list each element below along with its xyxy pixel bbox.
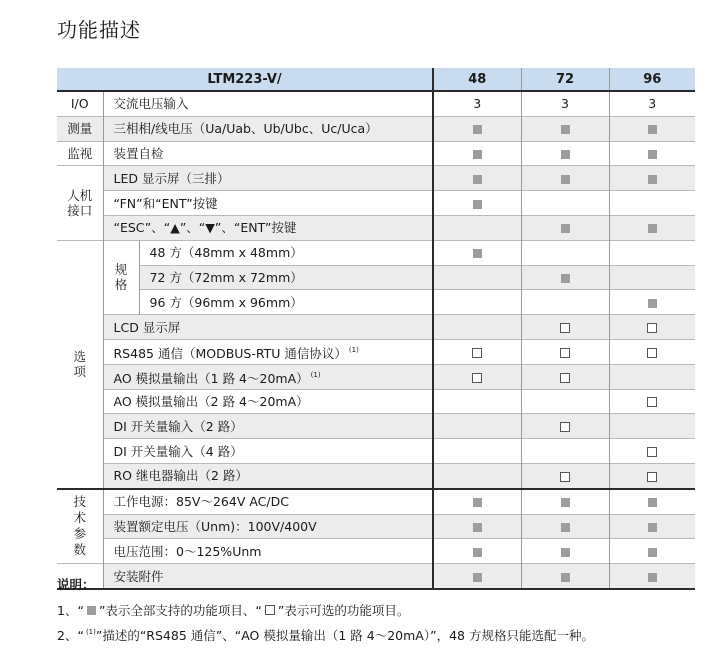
row-label: LED 显示屏（三排） <box>103 166 433 191</box>
cell-72 <box>521 166 609 191</box>
cell-72 <box>521 539 609 564</box>
cell-48 <box>433 439 521 464</box>
cell-96 <box>609 539 695 564</box>
cell-96 <box>609 191 695 216</box>
filled-square-icon <box>473 150 482 159</box>
function-table <box>57 68 695 590</box>
open-square-icon <box>472 373 482 383</box>
note-line-1: 1、“ ”表示全部支持的功能项目、“ ”表示可选的功能项目。 <box>57 603 410 618</box>
cell-72 <box>521 265 609 290</box>
cell-72 <box>521 116 609 141</box>
filled-square-icon <box>648 125 657 134</box>
row-label: “FN”和“ENT”按键 <box>103 191 433 216</box>
cell-96 <box>609 265 695 290</box>
cell-72 <box>521 315 609 340</box>
table-row <box>57 116 695 141</box>
notes-section <box>57 575 594 651</box>
filled-square-icon <box>87 606 96 615</box>
cell-48 <box>433 166 521 191</box>
group-tech: 技 术 参 数 <box>57 489 103 564</box>
open-square-icon <box>647 447 657 457</box>
cell-96 <box>609 364 695 389</box>
table-row <box>57 364 695 389</box>
cell-72 <box>521 339 609 364</box>
cell-48 <box>433 141 521 166</box>
cell-48 <box>433 489 521 514</box>
filled-square-icon <box>473 175 482 184</box>
model-header: LTM223-V/ <box>57 68 433 91</box>
cell-48 <box>433 290 521 315</box>
filled-square-icon <box>648 573 657 582</box>
group-hmi: 人机 接口 <box>57 166 103 240</box>
cell-48 <box>433 339 521 364</box>
cell-96: 3 <box>609 91 695 116</box>
cell-72 <box>521 489 609 514</box>
filled-square-icon <box>561 548 570 557</box>
open-square-icon <box>560 422 570 432</box>
filled-square-icon <box>648 150 657 159</box>
cell-72 <box>521 290 609 315</box>
cell-96 <box>609 240 695 265</box>
table-row <box>57 315 695 340</box>
cell-96 <box>609 215 695 240</box>
cell-72 <box>521 141 609 166</box>
open-square-icon <box>647 323 657 333</box>
cell-48 <box>433 539 521 564</box>
cell-72 <box>521 439 609 464</box>
filled-square-icon <box>473 200 482 209</box>
cell-72 <box>521 191 609 216</box>
cell-48 <box>433 215 521 240</box>
cell-72 <box>521 514 609 539</box>
open-square-icon <box>560 373 570 383</box>
col-48-header: 48 <box>433 68 521 91</box>
cell-48 <box>433 315 521 340</box>
cell-48 <box>433 265 521 290</box>
group-measure: 测量 <box>57 116 103 141</box>
row-label: RS485 通信（MODBUS-RTU 通信协议） $^{(1)}$ <box>103 339 433 364</box>
note-line-2: 2、“ $^{(1)}$”描述的“RS485 通信”、“AO 模拟量输出（1 路 4～20mA）”，48 方规格只能选配一种。 <box>57 628 594 643</box>
row-label: 96 方（96mm x 96mm） <box>139 290 433 315</box>
table-row <box>57 414 695 439</box>
table-row <box>57 539 695 564</box>
table-row <box>57 463 695 488</box>
cell-48 <box>433 514 521 539</box>
group-spec: 规 格 <box>103 240 139 314</box>
footnote-marker: (1) <box>310 370 321 379</box>
open-square-icon <box>560 348 570 358</box>
table-row <box>57 439 695 464</box>
notes-heading: 说明： <box>57 577 95 592</box>
table-row <box>57 191 695 216</box>
filled-square-icon <box>473 125 482 134</box>
filled-square-icon <box>561 274 570 283</box>
open-square-icon <box>472 348 482 358</box>
filled-square-icon <box>561 175 570 184</box>
col-96-header: 96 <box>609 68 695 91</box>
row-label: 48 方（48mm x 48mm） <box>139 240 433 265</box>
cell-96 <box>609 315 695 340</box>
row-label: 安装附件 <box>103 564 433 589</box>
cell-48 <box>433 364 521 389</box>
cell-72 <box>521 389 609 414</box>
cell-48 <box>433 463 521 488</box>
table-row <box>57 339 695 364</box>
table-row <box>57 240 695 265</box>
filled-square-icon <box>561 523 570 532</box>
group-monitor: 监视 <box>57 141 103 166</box>
table-row <box>57 489 695 514</box>
cell-72 <box>521 215 609 240</box>
row-label: 工作电源：85V～264V AC/DC <box>103 489 433 514</box>
filled-square-icon <box>648 523 657 532</box>
cell-96 <box>609 564 695 589</box>
table-row <box>57 215 695 240</box>
row-label: AO 模拟量输出（1 路 4～20mA） $^{(1)}$ <box>103 364 433 389</box>
row-label: LCD 显示屏 <box>103 315 433 340</box>
filled-square-icon <box>648 175 657 184</box>
cell-48 <box>433 414 521 439</box>
row-label: RO 继电器输出（2 路） <box>103 463 433 488</box>
filled-square-icon <box>473 249 482 258</box>
filled-square-icon <box>561 125 570 134</box>
cell-96 <box>609 489 695 514</box>
filled-square-icon <box>648 224 657 233</box>
filled-square-icon <box>473 548 482 557</box>
col-72-header: 72 <box>521 68 609 91</box>
cell-96 <box>609 141 695 166</box>
open-square-icon <box>560 472 570 482</box>
row-label: 装置自检 <box>103 141 433 166</box>
table-row <box>57 265 695 290</box>
page-title: 功能描述 <box>57 18 141 42</box>
filled-square-icon <box>648 548 657 557</box>
filled-square-icon <box>648 498 657 507</box>
group-options: 选 项 <box>57 240 103 488</box>
table-row <box>57 91 695 116</box>
table-row <box>57 141 695 166</box>
row-label: 72 方（72mm x 72mm） <box>139 265 433 290</box>
table-row <box>57 166 695 191</box>
row-label: DI 开关量输入（4 路） <box>103 439 433 464</box>
filled-square-icon <box>561 224 570 233</box>
row-label: 电压范围：0～125%Unm <box>103 539 433 564</box>
cell-96 <box>609 339 695 364</box>
row-label: 三相相/线电压（Ua/Uab、Ub/Ubc、Uc/Uca） <box>103 116 433 141</box>
row-label: 装置额定电压（Unm)：100V/400V <box>103 514 433 539</box>
cell-48 <box>433 191 521 216</box>
cell-96 <box>609 290 695 315</box>
filled-square-icon <box>473 523 482 532</box>
cell-72 <box>521 364 609 389</box>
group-io: I/O <box>70 96 89 112</box>
row-label: “ESC”、“▲”、“▼”、“ENT”按键 <box>103 215 433 240</box>
cell-96 <box>609 414 695 439</box>
cell-96 <box>609 389 695 414</box>
cell-96 <box>609 116 695 141</box>
cell-96 <box>609 439 695 464</box>
row-label: 交流电压输入 <box>103 91 433 116</box>
filled-square-icon <box>561 150 570 159</box>
footnote-marker: (1) <box>348 345 359 354</box>
cell-72 <box>521 414 609 439</box>
cell-96 <box>609 514 695 539</box>
table-header-row <box>57 68 695 91</box>
cell-48 <box>433 116 521 141</box>
cell-48 <box>433 389 521 414</box>
cell-72 <box>521 240 609 265</box>
cell-96 <box>609 463 695 488</box>
filled-square-icon <box>473 498 482 507</box>
open-square-icon <box>647 397 657 407</box>
row-label: AO 模拟量输出（2 路 4～20mA） <box>103 389 433 414</box>
cell-72 <box>521 463 609 488</box>
cell-48: 3 <box>433 91 521 116</box>
cell-96 <box>609 166 695 191</box>
open-square-icon <box>647 348 657 358</box>
open-square-icon <box>647 472 657 482</box>
cell-72: 3 <box>521 91 609 116</box>
table-row <box>57 389 695 414</box>
cell-48 <box>433 240 521 265</box>
open-square-icon <box>560 323 570 333</box>
filled-square-icon <box>648 299 657 308</box>
row-label: DI 开关量输入（2 路） <box>103 414 433 439</box>
open-square-icon <box>265 605 275 615</box>
table-row <box>57 290 695 315</box>
filled-square-icon <box>561 498 570 507</box>
table-row <box>57 514 695 539</box>
